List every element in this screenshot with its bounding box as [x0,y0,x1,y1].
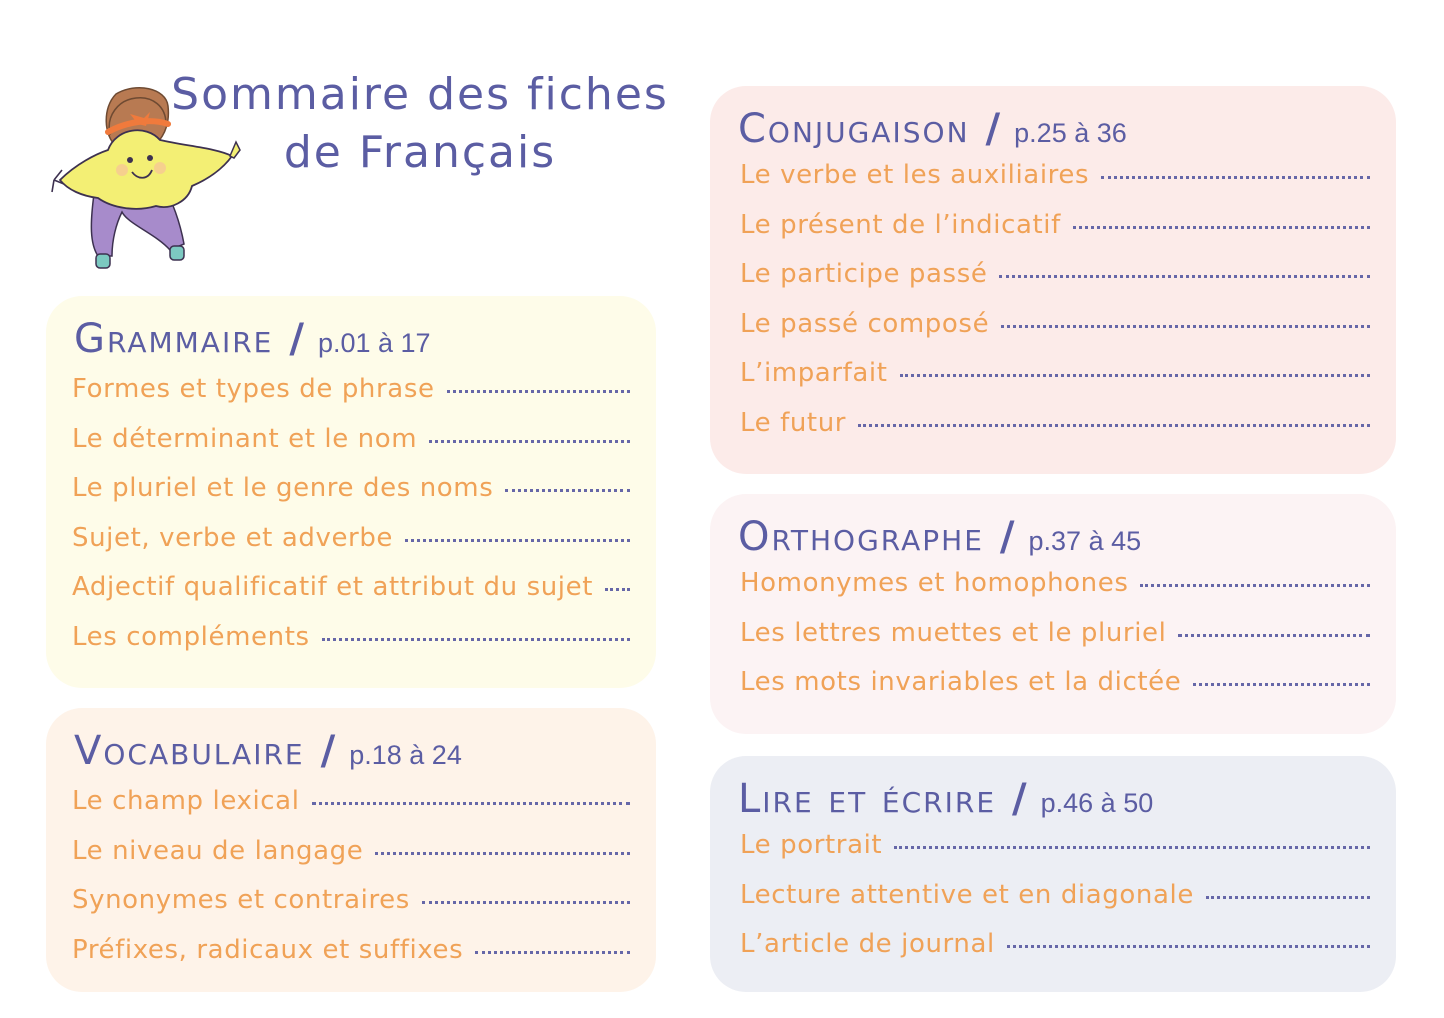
entry-label: Synonymes et contraires [72,885,410,915]
entry-label: Préfixes, radicaux et suffixes [72,934,464,965]
toc-entry[interactable] [740,210,1370,260]
toc-entry[interactable] [72,622,630,672]
toc-entry[interactable] [72,935,630,985]
toc-entry[interactable] [740,880,1370,930]
entry-label: Le présent de l’indicatif [740,209,1061,240]
toc-entry[interactable] [740,830,1370,880]
entry-label: Homonymes et homophones [740,568,1129,598]
section-heading [74,728,462,774]
entry-label: Le déterminant et le nom [72,423,418,454]
toc-entry[interactable] [72,473,630,523]
dot-leader [312,802,630,805]
dot-leader [322,638,630,641]
toc-entry[interactable] [72,786,630,836]
entry-label: Le participe passé [740,259,988,289]
entry-label: Les compléments [72,621,310,652]
dot-leader [900,374,1370,377]
toc-entry[interactable] [740,408,1370,458]
dot-leader [447,390,630,393]
heading-separator: / [289,316,304,362]
section-name: Conjugaison [738,106,970,152]
entry-list [72,786,630,984]
dot-leader [1073,226,1370,229]
section-grammaire [46,296,656,688]
dot-leader [1140,584,1370,587]
toc-entry[interactable] [740,309,1370,359]
section-name: Orthographe [738,514,984,560]
entry-label: Le champ lexical [72,786,300,816]
dot-leader [1007,945,1370,948]
entry-label: Le futur [740,407,847,438]
dot-leader [1178,634,1370,637]
dot-leader [405,539,630,542]
dot-leader [1101,176,1370,179]
toc-entry[interactable] [740,618,1370,668]
dot-leader [475,951,630,954]
dot-leader [605,588,630,591]
dot-leader [894,846,1370,849]
entry-label: Le verbe et les auxiliaires [740,160,1090,190]
section-heading [738,776,1153,822]
dot-leader [429,440,630,443]
toc-entry[interactable] [72,374,630,424]
title-line-1: Sommaire des fiches [171,69,669,120]
heading-separator: / [1012,776,1027,822]
section-name: Grammaire [74,316,274,362]
section-lire-et-ecrire [710,756,1396,992]
toc-entry[interactable] [740,160,1370,210]
section-heading [738,106,1127,152]
section-name: Lire et écrire [738,776,997,822]
entry-label: Sujet, verbe et adverbe [72,522,394,553]
section-heading [738,514,1141,560]
entry-label: Formes et types de phrase [72,374,435,404]
dot-leader [505,489,630,492]
entry-label: Les lettres muettes et le pluriel [740,617,1167,648]
mascot-illustration [46,84,242,276]
dot-leader [1193,683,1370,686]
entry-list [740,568,1370,717]
entry-list [72,374,630,671]
entry-label: L’imparfait [740,358,888,388]
heading-separator: / [985,106,1001,152]
heading-separator: / [999,514,1015,560]
toc-entry[interactable] [72,424,630,474]
section-name: Vocabulaire [74,728,305,774]
section-pages: p.25 à 36 [1014,118,1127,148]
title-line-2: de Français [283,127,557,178]
toc-entry[interactable] [740,929,1370,979]
section-pages: p.46 à 50 [1040,788,1154,818]
toc-entry[interactable] [72,523,630,573]
dot-leader [999,275,1370,278]
entry-label: Lecture attentive et en diagonale [740,879,1194,910]
toc-entry[interactable] [740,667,1370,717]
section-pages: p.01 à 17 [317,328,431,358]
entry-list [740,830,1370,979]
toc-entry[interactable] [740,259,1370,309]
section-vocabulaire [46,708,656,992]
entry-label: Le passé composé [740,308,990,339]
entry-label: Adjectif qualificatif et attribut du sujet [72,572,594,602]
dot-leader [422,901,630,904]
dot-leader [1206,896,1370,899]
toc-entry[interactable] [740,358,1370,408]
entry-label: Le niveau de langage [72,835,364,866]
section-pages: p.18 à 24 [349,740,462,770]
entry-label: Les mots invariables et la dictée [740,667,1182,697]
entry-label: Le portrait [740,830,883,860]
toc-entry[interactable] [72,836,630,886]
section-pages: p.37 à 45 [1028,526,1142,556]
section-heading [74,316,431,362]
section-orthographe [710,494,1396,734]
toc-entry[interactable] [740,568,1370,618]
entry-label: Le pluriel et le genre des noms [72,473,494,503]
dot-leader [375,852,630,855]
dot-leader [1001,325,1370,328]
toc-entry[interactable] [72,572,630,622]
entry-label: L’article de journal [740,929,995,959]
toc-entry[interactable] [72,885,630,935]
dot-leader [858,424,1370,427]
section-conjugaison [710,86,1396,474]
heading-separator: / [320,728,336,774]
entry-list [740,160,1370,457]
